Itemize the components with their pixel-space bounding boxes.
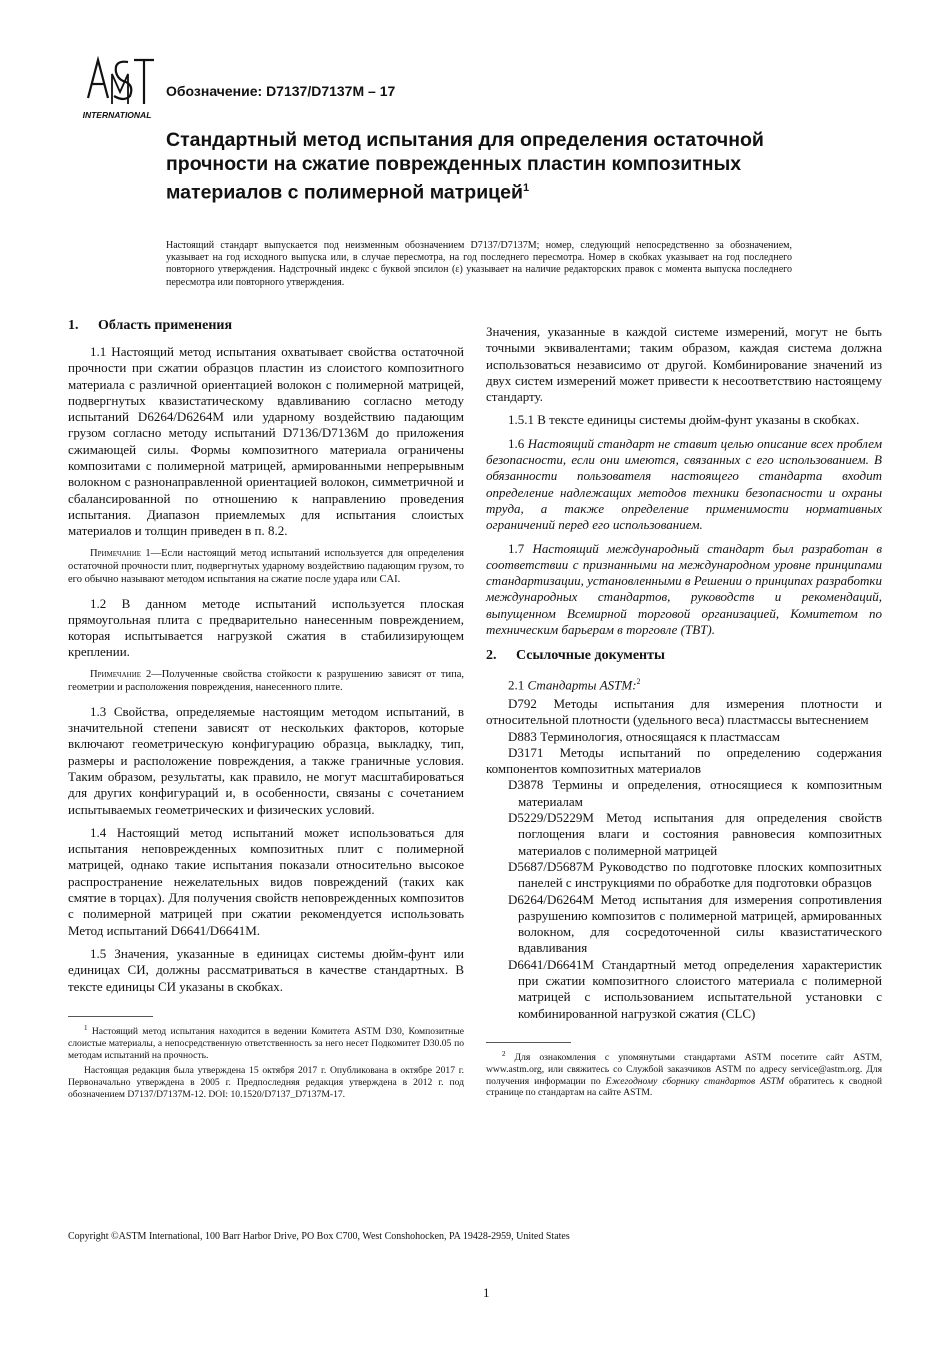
section-title: Ссылочные документы xyxy=(516,648,665,664)
reference-item[interactable]: D5687/D5687M Руководство по подготовке плоских композитных панелей с инструкциями по обработке для подготовки образцов xyxy=(508,858,882,891)
footnote-ref[interactable]: 2 xyxy=(636,677,641,687)
footnote-2 xyxy=(486,1049,882,1099)
paragraph-1-7 xyxy=(486,541,882,639)
paragraph-1-1: 1.1 Настоящий метод испытания охватывает свойства остаточной прочности при сжатии образцов пластин из слоистого композитного материала с различной ориентацией волокон с полимерной матрицей, подвергнутых квазистатическому вдавливанию согласно методу испытаний D6264/D6264M или ударному воздействию падающим грузом согласно методу испытаний D7136/D7136M до приложения сжимающей силы. Формы композитного материала ограничены композитами с полимерной матрицей, армированными непрерывным волокном с разнонаправленной ориентацией волокон, симметричной и сбалансированной по отношению к направлению проведения испытания. Диапазон приемлемых для испытания слоистых материалов и толщин приведен в п. 8.2. xyxy=(68,344,464,539)
title-footnote-ref[interactable]: 1 xyxy=(523,182,530,194)
note-text: —Полученные свойства стойкости к разрушению зависят от типа, геометрии и расположения повреждения, нанесенного плите. xyxy=(68,668,464,693)
reference-item[interactable]: D883 Терминология, относящаяся к пластмассам xyxy=(508,728,781,744)
logo-subtitle: INTERNATIONAL xyxy=(82,110,152,120)
designation: Обозначение: D7137/D7137M – 17 xyxy=(166,83,396,99)
reference-item[interactable]: D6641/D6641M Стандартный метод определения характеристик при сжатии композитного слоистого материала с полимерной матрицей с использованием испытательной установки с комбинированной нагрузкой сжатия (CLC) xyxy=(508,956,882,1021)
reference-item[interactable]: D3171 Методы испытаний по определению содержания компонентов композитных материалов xyxy=(486,744,882,777)
paragraph-1-5-1: 1.5.1 В тексте единицы системы дюйм-фунт указаны в скобках. xyxy=(508,412,860,428)
page-number: 1 xyxy=(483,1285,490,1300)
section-number: 2. xyxy=(486,648,497,664)
right-column xyxy=(486,324,882,1103)
paragraph-text: Настоящий международный стандарт был разработан в соответствии с признанными на международном уровне принципами стандартизации, установленными в Решении о принципах разработки международных стандартов, руководств и рекомендаций, выпущенном Всемирной торговой организацией, Комитетом по техническим барьерам в торговле (TBT). xyxy=(486,540,883,638)
section-heading-scope xyxy=(68,318,464,334)
astm-logo xyxy=(76,52,158,122)
section-heading-references xyxy=(486,648,882,664)
paragraph-1-4: 1.4 Настоящий метод испытаний может использоваться для испытания неповрежденных композитных плит с полимерной матрицей, однако такие испытания показали относительно высокое распространение нежелательных видов повреждений (таких как смятие в торцах). Для получения свойств неповрежденных композитов с полимерной матрицей при сжатии рекомендуется использовать Метод испытаний D6641/D6641M. xyxy=(68,824,464,938)
copyright-line: Copyright ©ASTM International, 100 Barr Harbor Drive, PO Box C700, West Conshohocken, PA 19428-2959, United States xyxy=(68,1231,570,1242)
left-column xyxy=(68,318,464,1105)
title-text: Стандартный метод испытания для определения остаточной прочности на сжатие поврежденных пластин композитных материалов с полимерной матрицей xyxy=(166,129,764,204)
note-text: —Если настоящий метод испытаний используется для определения остаточной прочности плит, подвергнутых ударному воздействию падающим грузом, то его обычно называют методом испытания на сжатие после удара или CAI. xyxy=(68,547,464,585)
issuance-notice: Настоящий стандарт выпускается под неизменным обозначением D7137/D7137M; номер, следующий непосредственно за обозначением, указывает на год исходного выпуска или, в случае пересмотра, на год последнего пересмотра. Номер в скобках указывает на год последнего повторного утверждения. Надстрочный индекс с буквой эпсилон (ε) указывает на наличие редакторских правок с момента выпуска последнего пересмотра или повторного утверждения. xyxy=(166,240,792,288)
note-2 xyxy=(68,668,464,694)
reference-item[interactable]: D3878 Термины и определения, относящиеся к композитным материалам xyxy=(508,777,882,809)
reference-item[interactable]: D5229/D5229M Метод испытания для определения свойств поглощения влаги и состояния равновесия композитных материалов с полимерной матрицей xyxy=(508,810,882,858)
paragraph-1-5: 1.5 Значения, указанные в единицах системы дюйм-фунт или единицах СИ, должны рассматриваться в качестве стандартных. В тексте единицы СИ указаны в скобках. xyxy=(68,945,464,994)
astm-logo-icon xyxy=(76,52,158,122)
reference-item[interactable]: D6264/D6264M Метод испытания для измерения сопротивления разрушению композитов с полимерной матрицей, армированных волокном, для сосредоточенной силы квазистатического вдавливания xyxy=(508,891,882,956)
footnote-text: Для ознакомления с упомянутыми стандартами ASTM посетите сайт ASTM, www.astm.org, или свяжитесь со Службой заказчиков ASTM по адресу service@astm.org. Для получения информации по xyxy=(486,1052,882,1087)
reference-item[interactable]: D792 Методы испытания для измерения плотности и относительной плотности (удельного веса) пластмассы вытеснением xyxy=(486,695,882,728)
paragraph-2-1 xyxy=(486,674,882,694)
paragraph-text: Стандарты ASTM: xyxy=(527,677,637,693)
section-title: Область применения xyxy=(98,318,233,333)
footnote-text: Настоящий метод испытания находится в ведении Комитета ASTM D30, Композитные слоистые материалы, а непосредственную ответственность за него несет Подкомитет D30.05 по методам испытаний на прочность. xyxy=(68,1025,464,1061)
note-label: Примечание 1 xyxy=(90,547,151,559)
paragraph-1-3: 1.3 Свойства, определяемые настоящим методом испытаний, в значительной степени зависят от нескольких факторов, которые включают геометрическую конфигурацию образца, выкладку, тип, размеры и расположение повреждения, а также граничные условия. Таким образом, результаты, как правило, не могут масштабироваться для других конфигураций и, в особенности, связаны с сочетанием испытываемых геометрических и физических условий. xyxy=(68,703,464,817)
note-1 xyxy=(68,547,464,586)
paragraph-number: 1.6 xyxy=(508,435,528,451)
paragraph-1-5-continued: Значения, указанные в каждой системе измерений, могут не быть точными эквивалентами; таким образом, каждая система должна использоваться независимо от другой. Комбинирование значений из двух систем измерений может привести к несоответствию настоящему стандарту. xyxy=(486,324,882,405)
section-number: 1. xyxy=(68,318,79,333)
paragraph-number: 2.1 xyxy=(508,677,528,693)
note-label: Примечание 2 xyxy=(90,668,152,680)
footnote-divider xyxy=(68,1016,153,1017)
footnote-marker: 2 xyxy=(502,1049,506,1058)
paragraph-1-2: 1.2 В данном методе испытаний используется плоская прямоугольная плита с предварительно нанесенным повреждением, которая испытывается нагрузкой сжатия в стабилизирующем креплении. xyxy=(68,595,464,660)
footnote-emphasis: Ежегодному сборнику стандартов ASTM xyxy=(605,1075,785,1087)
footnote-divider xyxy=(486,1042,571,1043)
paragraph-text: Настоящий стандарт не ставит целью описание всех проблем безопасности, если они имеются, связанных с его использованием. В обязанности пользователя настоящего стандарта входит определение надлежащих методов техники безопасности и охраны труда, а также определение применимости нормативных ограничений перед его использованием. xyxy=(486,435,882,533)
paragraph-1-6 xyxy=(486,436,882,534)
footnote-1 xyxy=(68,1023,464,1062)
footnote-1-edition: Настоящая редакция была утверждена 15 октября 2017 г. Опубликована в октябре 2017 г. Первоначально утверждена в 2005 г. Предпоследняя редакция утверждена в 2012 г. под обозначением D7137/D7137M-12. DOI: 10.1520/D7137_D7137M-17. xyxy=(68,1065,464,1100)
document-title xyxy=(166,128,766,205)
paragraph-number: 1.7 xyxy=(508,540,533,556)
footnote-marker: 1 xyxy=(84,1023,88,1032)
footnote-text: обратитесь к сводной странице по стандартам на сайте ASTM. xyxy=(486,1075,882,1099)
